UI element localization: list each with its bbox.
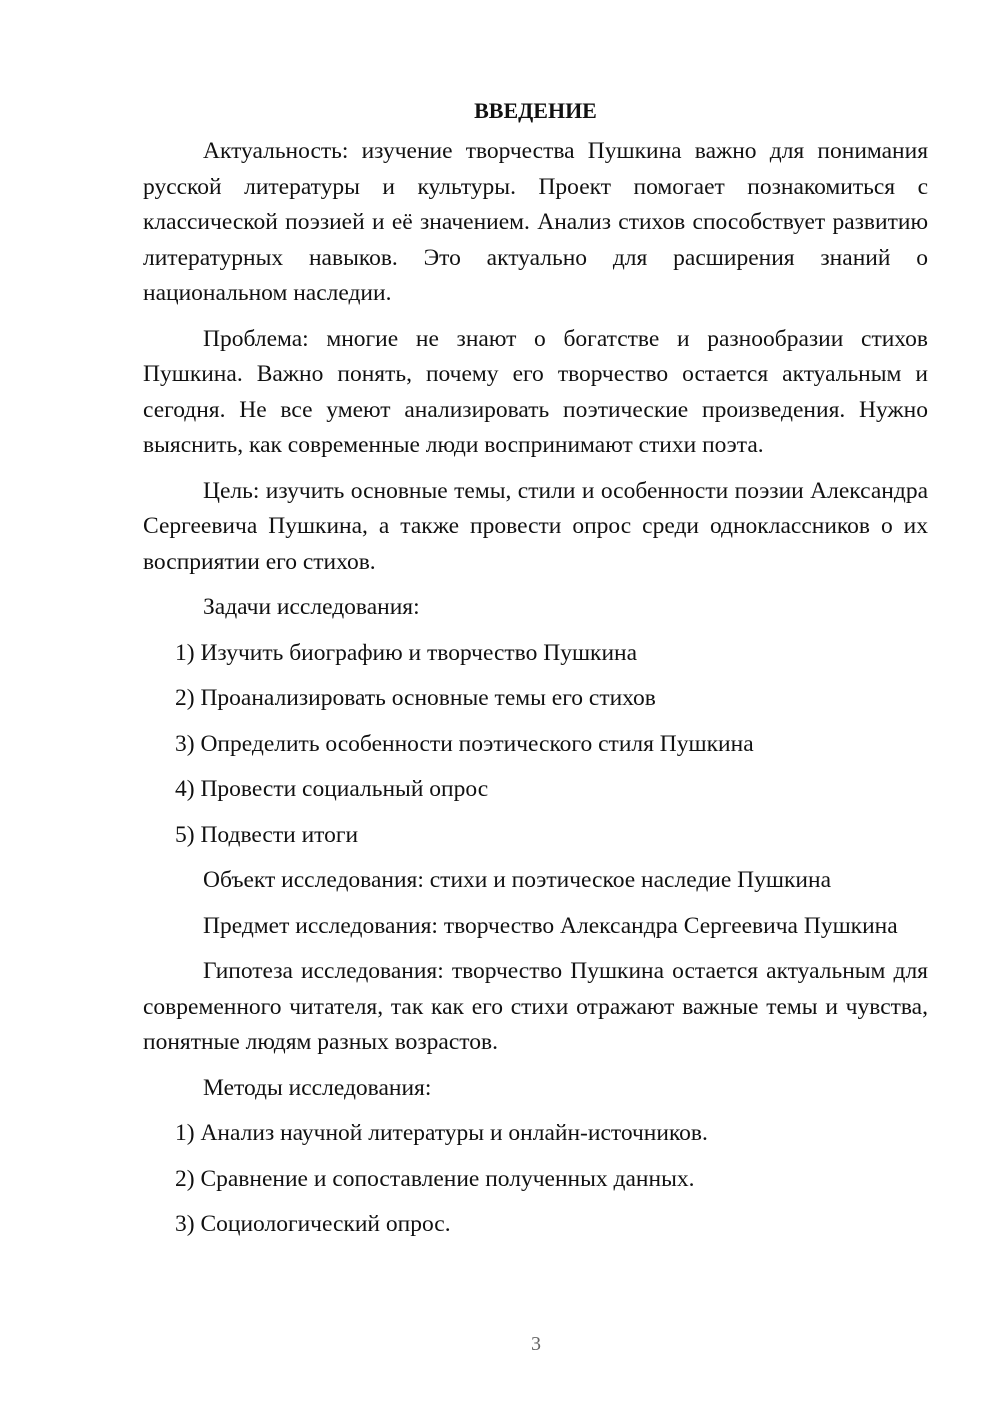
document-page	[143, 96, 928, 1253]
task-item: 2) Проанализировать основные темы его стихов	[175, 685, 656, 711]
page-title: ВВЕДЕНИЕ	[474, 98, 597, 123]
hypothesis-paragraph: Гипотеза исследования: творчество Пушкина остается актуальным для современного читателя, так как его стихи отражают важные темы и чувства, понятные людям разных возрастов.	[143, 958, 928, 1055]
page-number: 3	[531, 1333, 541, 1355]
method-item: 1) Анализ научной литературы и онлайн-источников.	[175, 1120, 708, 1146]
task-item: 1) Изучить биографию и творчество Пушкина	[175, 639, 638, 666]
problem-paragraph: Проблема: многие не знают о богатстве и разнообразии стихов Пушкина. Важно понять, почему его творчество остается актуальным и сегодня. Не все умеют анализировать поэтические произведения. Нужно выяснить, как современные люди воспринимают стихи поэта.	[143, 325, 928, 458]
task-item: 5) Подвести итоги	[175, 821, 359, 848]
subject-paragraph: Предмет исследования: творчество Александра Сергеевича Пушкина	[203, 912, 898, 939]
task-item: 4) Провести социальный опрос	[175, 776, 489, 802]
method-item: 3) Социологический опрос.	[175, 1211, 451, 1237]
tasks-title: Задачи исследования:	[203, 594, 420, 620]
method-item: 2) Сравнение и сопоставление полученных данных.	[175, 1165, 695, 1192]
goal-paragraph: Цель: изучить основные темы, стили и особенности поэзии Александра Сергеевича Пушкина, а также провести опрос среди одноклассников о их восприятии его стихов.	[143, 477, 928, 575]
object-paragraph: Объект исследования: стихи и поэтическое наследие Пушкина	[203, 867, 831, 893]
task-item: 3) Определить особенности поэтического стиля Пушкина	[175, 730, 754, 757]
methods-title: Методы исследования:	[203, 1074, 432, 1101]
relevance-paragraph: Актуальность: изучение творчества Пушкина важно для понимания русской литературы и культуры. Проект помогает познакомиться с классической поэзией и её значением. Анализ стихов способствует развитию литературных навыков. Это актуально для расширения знаний о национальном наследии.	[143, 138, 928, 306]
